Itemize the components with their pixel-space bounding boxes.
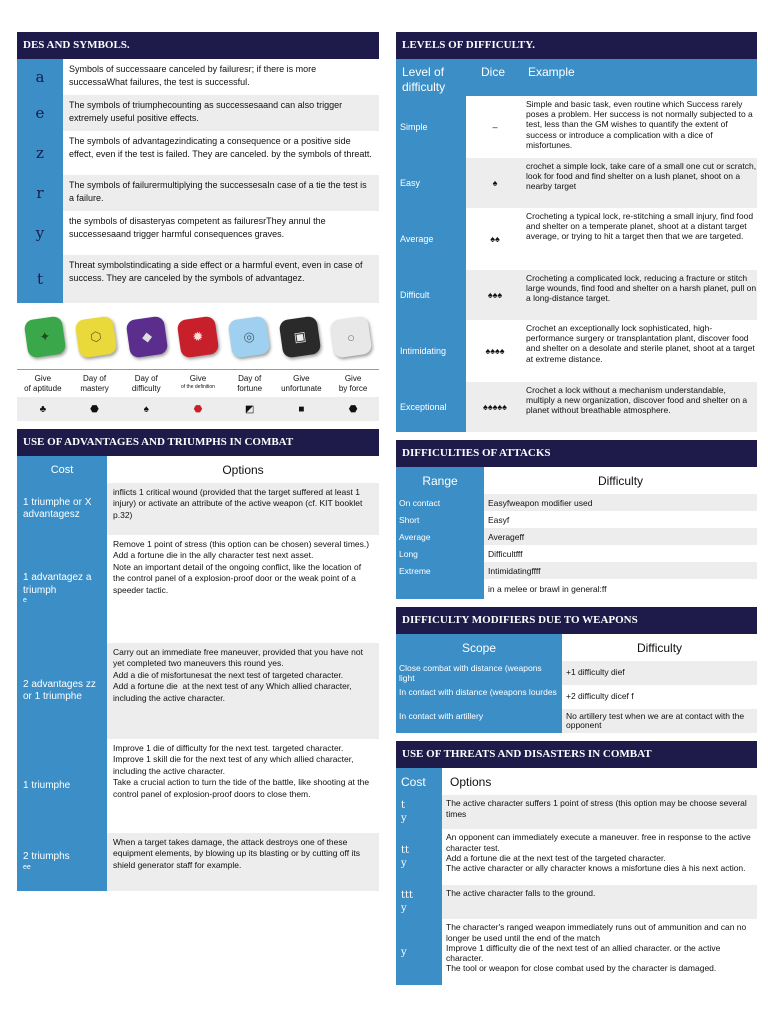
table-row — [396, 579, 757, 599]
table-row — [17, 833, 379, 891]
table-row — [396, 795, 757, 829]
challenge-glyph-icon: ⬣ — [193, 403, 203, 415]
difficulty-cell: Easyfweapon modifier used — [488, 497, 593, 508]
range-column-header: Range — [396, 467, 484, 494]
cost-cell: ttt y — [396, 885, 442, 919]
force-die-icon: ○ — [330, 316, 373, 359]
example-cell: crochet a simple lock, take care of a small one cut or scratch, look for food and find shelter on a lush planet, shoot on a nearby target — [526, 161, 757, 192]
die-label: Give by force — [338, 374, 368, 393]
dice-images — [17, 303, 379, 363]
options-cell: When a target takes damage, the attack destroys one of these equipment elements, by blowing up its blasting or by cutting off its shield generator staff for example. — [113, 837, 360, 870]
die-label: Give unfortunate — [281, 374, 322, 393]
symbols-table — [17, 59, 379, 303]
difficulty-cell: in a melee or brawl in general:ff — [488, 584, 607, 594]
range-cell: Long — [396, 545, 484, 562]
table-row — [396, 270, 757, 320]
table-row — [396, 528, 757, 545]
difficulty-cell: No artillery test when we are at contact with the opponent — [566, 710, 745, 731]
cost-cell: y — [396, 919, 442, 985]
symbol-row — [17, 175, 379, 211]
symbol-description: Threat symbolstindicating a side effect or a harmful event, even in case of success. They are canceled by the symbols of advantagez. — [69, 260, 363, 283]
die-label: Give of the definition — [180, 374, 215, 390]
cost-cell: 2 advantages zz or 1 triumphe — [17, 643, 107, 739]
table-row — [396, 511, 757, 528]
example-cell: Crochet a lock without a mechanism understandable, multiply a new organization, discover food and shelter on a planet without breathable atmosphere. — [526, 385, 748, 416]
dice-glyph-row — [17, 397, 379, 421]
aptitude-die-icon: ✦ — [23, 316, 66, 359]
weapons-heading: DIFFICULTY MODIFIERS DUE TO WEAPONS — [396, 607, 757, 634]
dice-cell: ♠♠ — [490, 234, 500, 244]
dice-column-header: Dice — [480, 65, 505, 79]
table-row — [396, 96, 757, 158]
level-cell: Intimidating — [396, 320, 466, 382]
attacks-table-header — [396, 467, 757, 494]
symbol-row — [17, 95, 379, 131]
options-cell: An opponent can immediately execute a maneuver. free in response to the active character test. Add a fortune die at the next test of the targeted character. The active character or ally character knows a misfortune dies à his next action. — [446, 832, 751, 873]
cost-column-header: Cost — [17, 456, 107, 483]
scope-cell: In contact with distance (weapons lourdes — [396, 685, 562, 709]
table-row — [17, 483, 379, 535]
table-row — [17, 739, 379, 833]
scope-cell: In contact with artillery — [396, 709, 562, 733]
example-cell: Crochet an exceptionally lock sophisticated, high-performance surgery or transplantation plant, discover food and shelter on a desolate and sterile planet, shoot at a target at extreme distance. — [526, 323, 755, 364]
options-cell: Carry out an immediate free maneuver, provided that you have not yet completed two maneuvers this round yes. Add a die of misfortunesat the next test of targeted character. Add a fortune die at the next test of any Which allied character, including the active character. — [113, 647, 363, 703]
example-cell: Crocheting a complicated lock, reducing a fracture or stitch large wounds, find food and shelter on a harsh planet, pull on a long-distance target. — [526, 273, 757, 304]
symbol-description: Symbols of successaare canceled by failuresr; if there is more successaWhat failures, the test is successful. — [69, 64, 317, 87]
scope-column-header: Scope — [396, 634, 562, 661]
difficulty-column-header: Difficulty — [636, 640, 683, 655]
die-label: Day of difficulty — [131, 374, 161, 393]
threat-symbol: t — [17, 255, 63, 303]
symbol-row — [17, 255, 379, 303]
despair-symbol: y — [17, 211, 63, 255]
difficulty-cell: Difficultfff — [488, 548, 523, 559]
advantages-heading: USE OF ADVANTAGES AND TRIUMPHS IN COMBAT — [17, 429, 379, 456]
difficulty-cell: +1 difficulty dief — [566, 667, 625, 678]
table-row — [396, 158, 757, 208]
level-cell: Simple — [396, 96, 466, 158]
advantages-table-header — [17, 456, 379, 483]
left-column — [17, 32, 379, 891]
example-cell: Simple and basic task, even routine which Success rarely poses a problem. Her success is not normally subjected to a test, less than the GM wishes to quantify the extent of success or introduce a complication with a dice of misfortunes. — [526, 99, 753, 150]
table-row — [396, 562, 757, 579]
options-cell: Improve 1 die of difficulty for the next test. targeted character. Improve 1 skill die for the next test of any which allied character, including the active character. Take a crucial action to turn the tide of the battle, like shooting at the control panel of explosion-proof doors to close them. — [113, 743, 370, 799]
table-row — [396, 685, 757, 709]
levels-heading: LEVELS OF DIFFICULTY. — [396, 32, 757, 59]
range-cell — [396, 579, 484, 599]
table-row — [17, 643, 379, 739]
difficulty-cell: +2 difficulty dicef f — [566, 691, 634, 702]
mastery-die-icon: ⬡ — [74, 316, 117, 359]
cost-column-header: Cost — [396, 768, 442, 795]
symbol-description: the symbols of disasteryas competent as failuresrThey annul the successesaand trigger harmful consequences graves. — [69, 216, 326, 239]
cost-cell: tt y — [396, 829, 442, 885]
level-column-header: Level of difficulty — [402, 65, 446, 94]
difficulty-glyph-icon: ♠ — [143, 403, 149, 415]
table-row — [396, 494, 757, 511]
dice-cell: ♠♠♠♠ — [485, 346, 505, 356]
options-cell: The character's ranged weapon immediately runs out of ammunition and can no longer be used until the end of the match Improve 1 difficulty die of the next test of an allied character. or the active character. The tool or weapon for close combat used by the character is damaged. — [446, 922, 747, 974]
attacks-heading: DIFFICULTIES OF ATTACKS — [396, 440, 757, 467]
options-cell: inflicts 1 critical wound (provided that the target suffered at least 1 injury) or activate an attribute of the active weapon (cf. KIT booklet p.32) — [113, 487, 363, 520]
table-row — [396, 709, 757, 733]
weapons-table-header — [396, 634, 757, 661]
die-label: Day of fortune — [237, 374, 263, 393]
threats-heading: USE OF THREATS AND DISASTERS IN COMBAT — [396, 741, 757, 768]
cost-cell: 1 advantagez a triumph e — [17, 535, 107, 643]
dice-cell: ♠♠♠♠♠ — [483, 402, 507, 412]
difficulty-cell: Averageff — [488, 531, 525, 542]
cost-cell: t y — [396, 795, 442, 829]
boost-glyph-icon: ◩ — [244, 403, 255, 415]
symbol-description: The symbols of advantagezindicating a consequence or a positive side effect, even if the test is failed. They are canceled. by the symbols of threatt. — [69, 136, 372, 159]
table-row — [396, 320, 757, 382]
force-glyph-icon: ⬣ — [348, 403, 358, 415]
symbol-row — [17, 211, 379, 255]
difficulty-cell: Intimidatingffff — [488, 565, 541, 576]
table-row — [17, 535, 379, 643]
symbol-description: The symbols of failurermultiplying the successesaIn case of a tie the test is a failure. — [69, 180, 367, 203]
dice-cell: – — [492, 122, 498, 132]
table-row — [396, 885, 757, 919]
boost-die-icon: ◎ — [228, 316, 271, 359]
table-row — [396, 208, 757, 270]
dice-cell: ♠ — [492, 178, 498, 188]
mastery-glyph-icon: ⬣ — [90, 403, 99, 415]
right-column — [396, 32, 757, 985]
level-cell: Easy — [396, 158, 466, 208]
options-cell: The active character suffers 1 point of stress (this option may be choose several times — [446, 798, 747, 819]
symbol-description: The symbols of triumphecounting as successesaand can also trigger extremely useful positive effects. — [69, 100, 343, 123]
setback-glyph-icon: ■ — [298, 403, 305, 415]
triumph-symbol: e — [17, 95, 63, 131]
table-row — [396, 661, 757, 685]
range-cell: Short — [396, 511, 484, 528]
aptitude-glyph-icon: ♣ — [39, 403, 47, 415]
dice-labels — [17, 369, 379, 395]
setback-die-icon: ▣ — [279, 316, 322, 359]
levels-table-header — [396, 59, 757, 96]
options-column-header: Options — [222, 462, 264, 477]
range-cell: Extreme — [396, 562, 484, 579]
dice-cell: ♠♠♠ — [487, 290, 503, 300]
die-label: Day of mastery — [80, 374, 109, 393]
symbol-row — [17, 59, 379, 95]
symbols-heading: DES AND SYMBOLS. — [17, 32, 379, 59]
table-row — [396, 829, 757, 885]
cost-cell: 1 triumphe or X advantagesz — [17, 483, 107, 535]
scope-cell: Close combat with distance (weapons light — [396, 661, 562, 685]
difficulty-die-icon: ◆ — [125, 316, 168, 359]
table-row — [396, 545, 757, 562]
die-label: Give of aptitude — [24, 374, 62, 393]
difficulty-column-header: Difficulty — [597, 473, 644, 488]
challenge-die-icon: ✹ — [177, 316, 220, 359]
options-cell: The active character falls to the ground. — [446, 888, 596, 899]
example-column-header: Example — [528, 65, 575, 79]
range-cell: On contact — [396, 494, 484, 511]
success-symbol: a — [17, 59, 63, 95]
level-cell: Average — [396, 208, 466, 270]
level-cell: Exceptional — [396, 382, 466, 432]
failure-symbol: r — [17, 175, 63, 211]
table-row — [396, 382, 757, 432]
example-cell: Crocheting a typical lock, re-stitching a small injury, find food and shelter on a temperate planet, shoot at a distant target average, or trying to hit a target then that we are targeted. — [526, 211, 754, 242]
symbol-row — [17, 131, 379, 175]
cost-cell: 1 triumphe — [17, 739, 107, 833]
range-cell: Average — [396, 528, 484, 545]
table-row — [396, 919, 757, 985]
difficulty-cell: Easyf — [488, 514, 510, 525]
options-column-header: Options — [450, 774, 492, 789]
options-cell: Remove 1 point of stress (this option can be chosen) several times.) Add a fortune die in the ally character test next asset. Note an important detail of the ongoing conflict, like the location of the control panel of a explosion-proof door or the weak point of a speeder tactic. — [113, 539, 370, 595]
cost-cell: 2 triumphs ee — [17, 833, 107, 891]
level-cell: Difficult — [396, 270, 466, 320]
advantage-symbol: z — [17, 131, 63, 175]
threats-table-header — [396, 768, 757, 795]
